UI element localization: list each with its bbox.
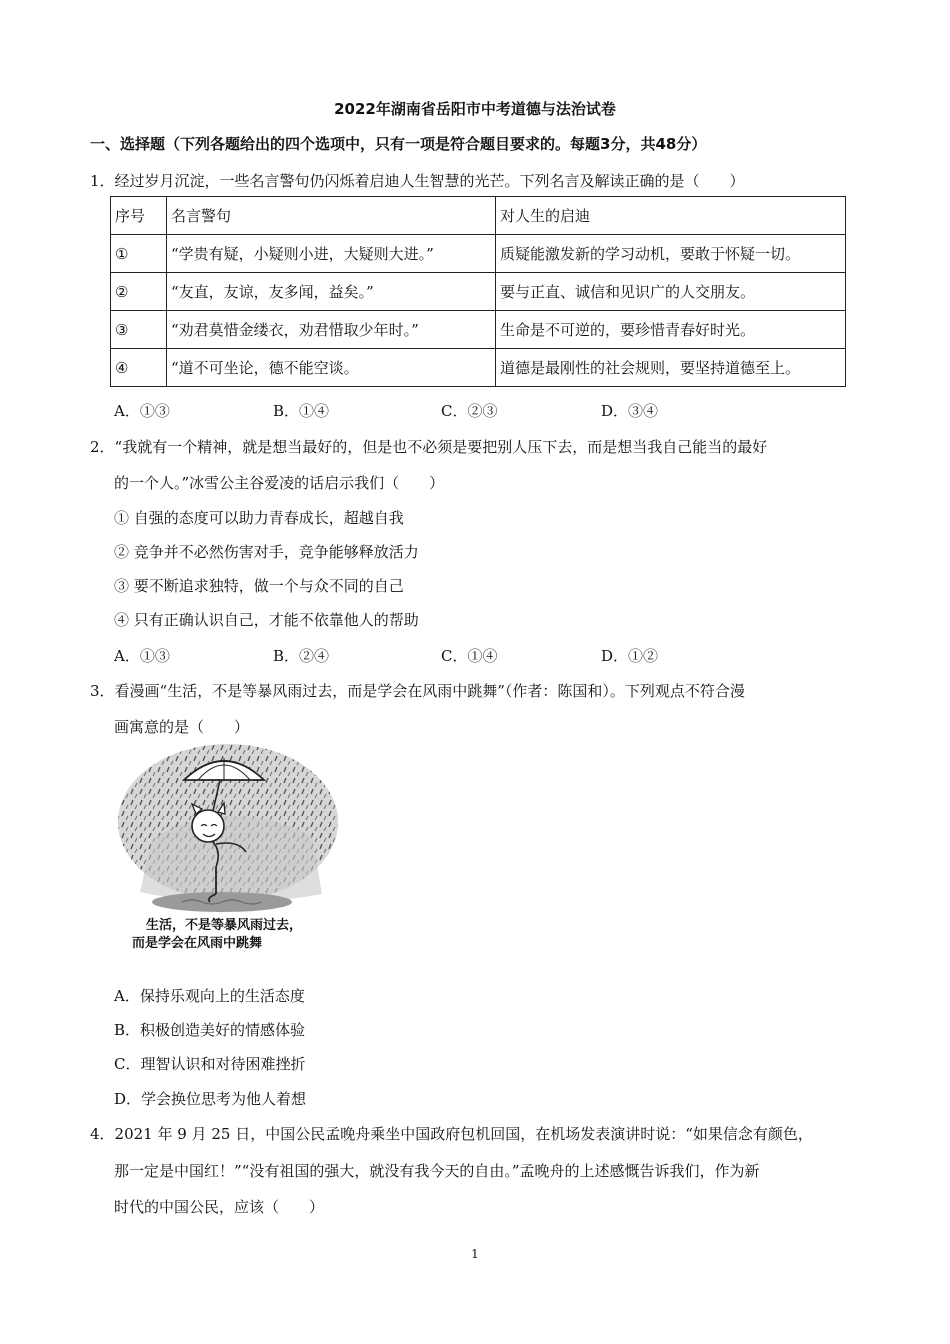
q4-stem-line3: 时代的中国公民，应该（ ） xyxy=(114,1198,325,1216)
cartoon-caption-line2: 而是学会在风雨中跳舞 xyxy=(132,936,263,951)
q3-option-b: B．积极创造美好的情感体验 xyxy=(114,1021,306,1039)
table-cell: ① xyxy=(111,235,167,273)
table-row xyxy=(111,311,846,349)
table-cell: 质疑能激发新的学习动机，要敢于怀疑一切。 xyxy=(496,235,846,273)
table-cell: ② xyxy=(111,273,167,311)
q2-option-d: D．①② xyxy=(601,647,659,665)
table-cell: 道德是最刚性的社会规则，要坚持道德至上。 xyxy=(496,349,846,387)
table-cell: “劝君莫惜金缕衣，劝君惜取少年时。” xyxy=(167,311,496,349)
header-cell: 对人生的启迪 xyxy=(496,197,846,235)
table-cell: ④ xyxy=(111,349,167,387)
page-number: 1 xyxy=(471,1247,479,1261)
q2-stem-line1: 2．“我就有一个精神，就是想当最好的，但是也不必须是要把别人压下去，而是想当我自己能当的最好 xyxy=(90,438,768,456)
q2-option-c: C．①④ xyxy=(441,647,498,665)
cartoon-caption-line1: 生活，不是等暴风雨过去， xyxy=(146,918,303,933)
section-heading: 一、选择题（下列各题给出的四个选项中，只有一项是符合题目要求的。每题3分，共48分） xyxy=(90,135,707,153)
cartoon-image xyxy=(112,744,344,956)
table-row xyxy=(111,273,846,311)
q2-item-3: ③ 要不断追求独特，做一个与众不同的自己 xyxy=(114,577,404,595)
q2-option-a: A．①③ xyxy=(114,647,170,665)
table-cell: 生命是不可逆的，要珍惜青春好时光。 xyxy=(496,311,846,349)
q2-item-4: ④ 只有正确认识自己，才能不依靠他人的帮助 xyxy=(114,611,419,629)
q1-stem: 1．经过岁月沉淀，一些名言警句仍闪烁着启迪人生智慧的光芒。下列名言及解读正确的是（ ） xyxy=(90,172,745,190)
table-row xyxy=(111,349,846,387)
q3-stem-line1: 3．看漫画“生活，不是等暴风雨过去，而是学会在风雨中跳舞”（作者：陈国和）。下列观点不符合漫 xyxy=(90,682,745,700)
table-cell: “学贵有疑，小疑则小进，大疑则大进。” xyxy=(167,235,496,273)
q4-stem-line2: 那一定是中国红！”“没有祖国的强大，就没有我今天的自由。”孟晚舟的上述感慨告诉我们，作为新 xyxy=(114,1162,760,1180)
table-row xyxy=(111,235,846,273)
table-header-row xyxy=(111,197,846,235)
q3-option-a: A．保持乐观向上的生活态度 xyxy=(114,987,305,1005)
table-cell: ③ xyxy=(111,311,167,349)
table-cell: “友直，友谅，友多闻，益矣。” xyxy=(167,273,496,311)
q1-table xyxy=(110,196,846,387)
q4-stem-line1: 4．2021 年 9 月 25 日，中国公民孟晚舟乘坐中国政府包机回国，在机场发表演讲时说：“如果信念有颜色， xyxy=(90,1125,813,1143)
q1-option-b: B．①④ xyxy=(273,402,330,420)
q2-item-1: ① 自强的态度可以助力青春成长，超越自我 xyxy=(114,509,404,527)
q2-option-b: B．②④ xyxy=(273,647,330,665)
q2-stem-line2: 的一个人。”冰雪公主谷爱凌的话启示我们（ ） xyxy=(114,474,445,492)
q2-item-2: ② 竞争并不必然伤害对手，竞争能够释放活力 xyxy=(114,543,419,561)
q1-option-a: A．①③ xyxy=(114,402,170,420)
q1-option-c: C．②③ xyxy=(441,402,498,420)
table-cell: 要与正直、诚信和见识广的人交朋友。 xyxy=(496,273,846,311)
header-cell: 名言警句 xyxy=(167,197,496,235)
q1-option-d: D．③④ xyxy=(601,402,659,420)
table-cell: “道不可坐论，德不能空谈。 xyxy=(167,349,496,387)
q3-stem-line2: 画寓意的是（ ） xyxy=(114,718,250,736)
header-cell: 序号 xyxy=(111,197,167,235)
exam-title: 2022年湖南省岳阳市中考道德与法治试卷 xyxy=(334,100,616,118)
q3-option-d: D．学会换位思考为他人着想 xyxy=(114,1090,307,1108)
q3-option-c: C．理智认识和对待困难挫折 xyxy=(114,1055,306,1073)
